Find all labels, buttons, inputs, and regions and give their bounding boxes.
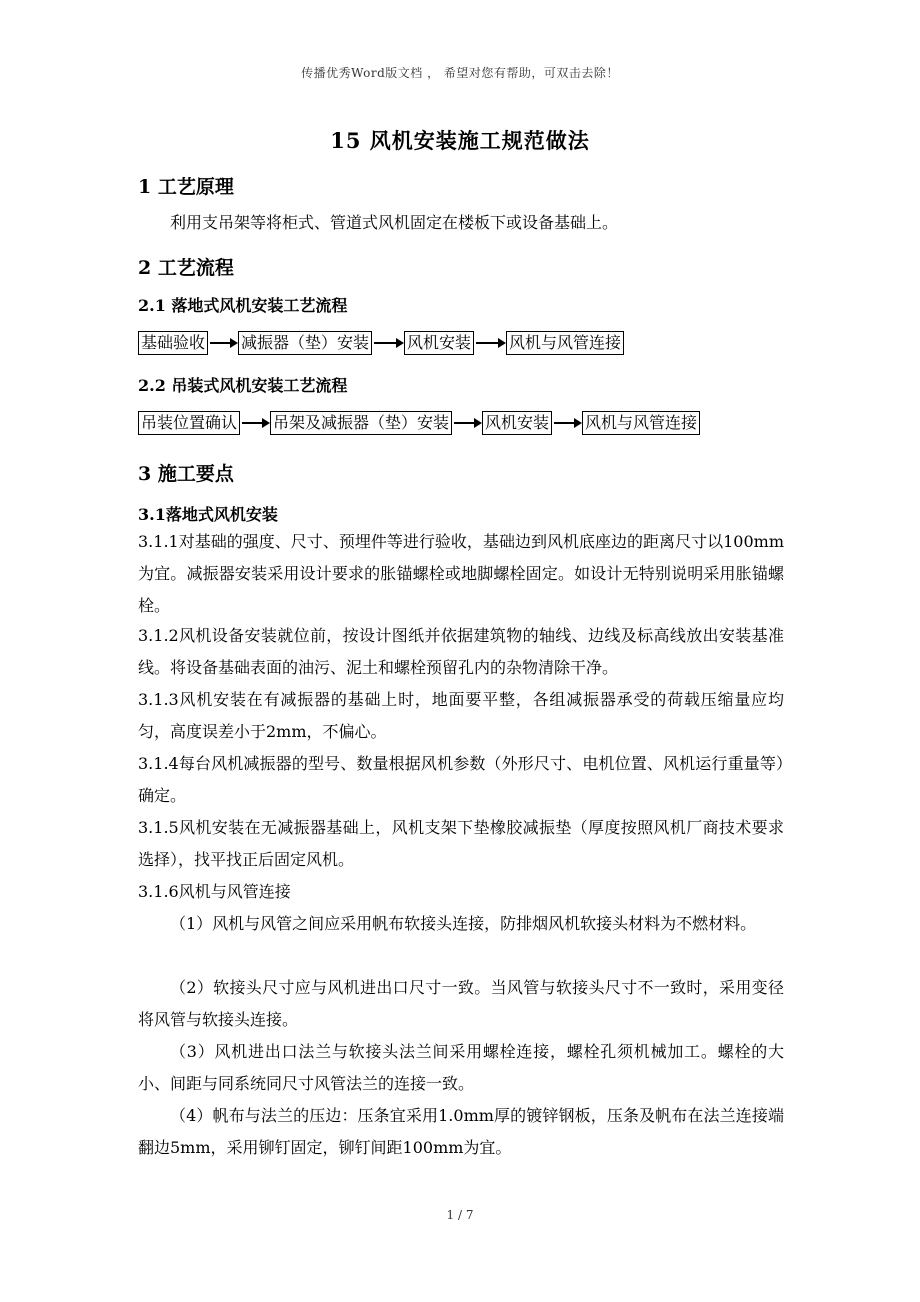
flow-step: 基础验收 <box>138 331 208 355</box>
section-1-heading: 1 工艺原理 <box>138 176 234 198</box>
section-3-1-heading: 3.1落地式风机安装 <box>138 505 278 524</box>
list-item: （2）软接头尺寸应与风机进出口尺寸一致。当风管与软接头尺寸不一致时，采用变径将风管与软接头连接。 <box>138 978 784 1029</box>
paragraph-3-1-1: 3.1.1对基础的强度、尺寸、预埋件等进行验收，基础边到风机底座边的距离尺寸以100mm为宜。减振器安装采用设计要求的胀锚螺栓或地脚螺栓固定。如设计无特别说明采用胀锚螺栓。 <box>138 532 784 615</box>
arrow-right-icon <box>210 342 236 344</box>
page-number: 1 / 7 <box>446 1208 474 1222</box>
flow-floor-mounted <box>138 330 624 356</box>
paragraph-3-1-6: 3.1.6风机与风管连接 <box>138 882 291 901</box>
section-2-1-heading: 2.1 落地式风机安装工艺流程 <box>138 296 348 315</box>
paragraph-3-1-4: 3.1.4每台风机减振器的型号、数量根据风机参数（外形尺寸、电机位置、风机运行重量等）确定。 <box>138 754 784 805</box>
arrow-right-icon <box>476 342 504 344</box>
paragraph-3-1-5: 3.1.5风机安装在无减振器基础上，风机支架下垫橡胶减振垫（厚度按照风机厂商技术要求选择），找平找正后固定风机。 <box>138 818 784 869</box>
document-title: 15 风机安装施工规范做法 <box>330 128 590 153</box>
list-item: （4）帆布与法兰的压边：压条宜采用1.0mm厚的镀锌钢板，压条及帆布在法兰连接端翻边5mm，采用铆钉固定，铆钉间距100mm为宜。 <box>138 1106 784 1157</box>
flow-step: 风机与风管连接 <box>582 411 700 435</box>
arrow-right-icon <box>374 342 402 344</box>
section-1-text: 利用支吊架等将柜式、管道式风机固定在楼板下或设备基础上。 <box>170 213 619 232</box>
flow-hanging-mounted <box>138 410 700 436</box>
list-item: （1）风机与风管之间应采用帆布软接头连接，防排烟风机软接头材料为不燃材料。 <box>170 914 757 933</box>
flow-step: 风机安装 <box>404 331 474 355</box>
arrow-right-icon <box>554 422 580 424</box>
flow-step: 吊架及减振器（垫）安装 <box>270 411 452 435</box>
header-note: 传播优秀Word版文档 ， 希望对您有帮助，可双击去除！ <box>301 66 619 80</box>
paragraph-3-1-2: 3.1.2风机设备安装就位前，按设计图纸并依据建筑物的轴线、边线及标高线放出安装基准线。将设备基础表面的油污、泥土和螺栓预留孔内的杂物清除干净。 <box>138 626 784 677</box>
arrow-right-icon <box>454 422 480 424</box>
list-item: （3）风机进出口法兰与软接头法兰间采用螺栓连接，螺栓孔须机械加工。螺栓的大小、间距与同系统同尺寸风管法兰的连接一致。 <box>138 1042 784 1093</box>
flow-step: 吊装位置确认 <box>138 411 240 435</box>
paragraph-3-1-3: 3.1.3风机安装在有减振器的基础上时，地面要平整，各组减振器承受的荷载压缩量应均匀，高度误差小于2mm，不偏心。 <box>138 690 784 741</box>
flow-step: 风机安装 <box>482 411 552 435</box>
section-2-2-heading: 2.2 吊装式风机安装工艺流程 <box>138 376 348 395</box>
flow-step: 风机与风管连接 <box>506 331 624 355</box>
arrow-right-icon <box>242 422 268 424</box>
section-3-heading: 3 施工要点 <box>138 463 234 485</box>
section-2-heading: 2 工艺流程 <box>138 257 234 279</box>
flow-step: 减振器（垫）安装 <box>238 331 372 355</box>
